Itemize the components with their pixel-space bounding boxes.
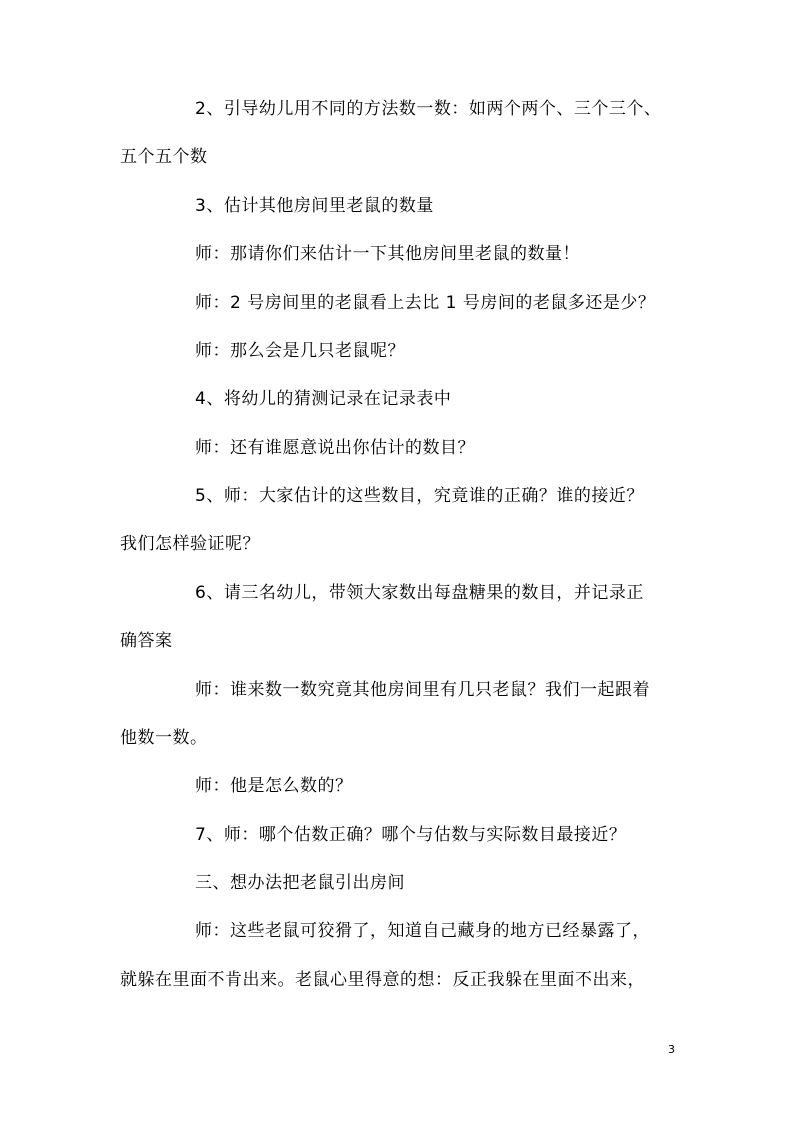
section-heading: 6、请三名幼儿，带领大家数出每盘糖果的数目，并记录正 (195, 583, 644, 603)
section-heading: 5、师：大家估计的这些数目，究竟谁的正确？谁的接近？ (195, 486, 644, 506)
paragraph-line: 我们怎样验证呢？ (120, 534, 260, 554)
paragraph-line: 师：还有谁愿意说出你估计的数目？ (195, 438, 475, 458)
paragraph-line: 2、引导幼儿用不同的方法数一数：如两个两个、三个三个、 (195, 99, 662, 119)
paragraph-line: 师：他是怎么数的？ (195, 776, 353, 796)
paragraph-line: 师：这些老鼠可狡猾了，知道自己藏身的地方已经暴露了， (195, 921, 650, 941)
page-number: 3 (668, 1043, 675, 1056)
paragraph-line: 他数一数。 (120, 728, 208, 748)
paragraph-line: 师：2 号房间里的老鼠看上去比 1 号房间的老鼠多还是少？ (195, 293, 656, 313)
paragraph-line: 确答案 (120, 631, 173, 651)
section-heading: 4、将幼儿的猜测记录在记录表中 (195, 389, 452, 409)
paragraph-line: 五个五个数 (120, 147, 208, 167)
section-heading: 三、想办法把老鼠引出房间 (195, 873, 405, 893)
section-heading: 7、师：哪个估数正确？哪个与估数与实际数目最接近？ (195, 825, 627, 845)
paragraph-line: 就躲在里面不肯出来。老鼠心里得意的想：反正我躲在里面不出来， (120, 970, 645, 990)
paragraph-line: 师：那么会是几只老鼠呢？ (195, 341, 405, 361)
paragraph-line: 师：谁来数一数究竟其他房间里有几只老鼠？我们一起跟着 (195, 680, 650, 700)
section-heading: 3、估计其他房间里老鼠的数量 (195, 196, 434, 216)
paragraph-line: 师：那请你们来估计一下其他房间里老鼠的数量！ (195, 244, 580, 264)
